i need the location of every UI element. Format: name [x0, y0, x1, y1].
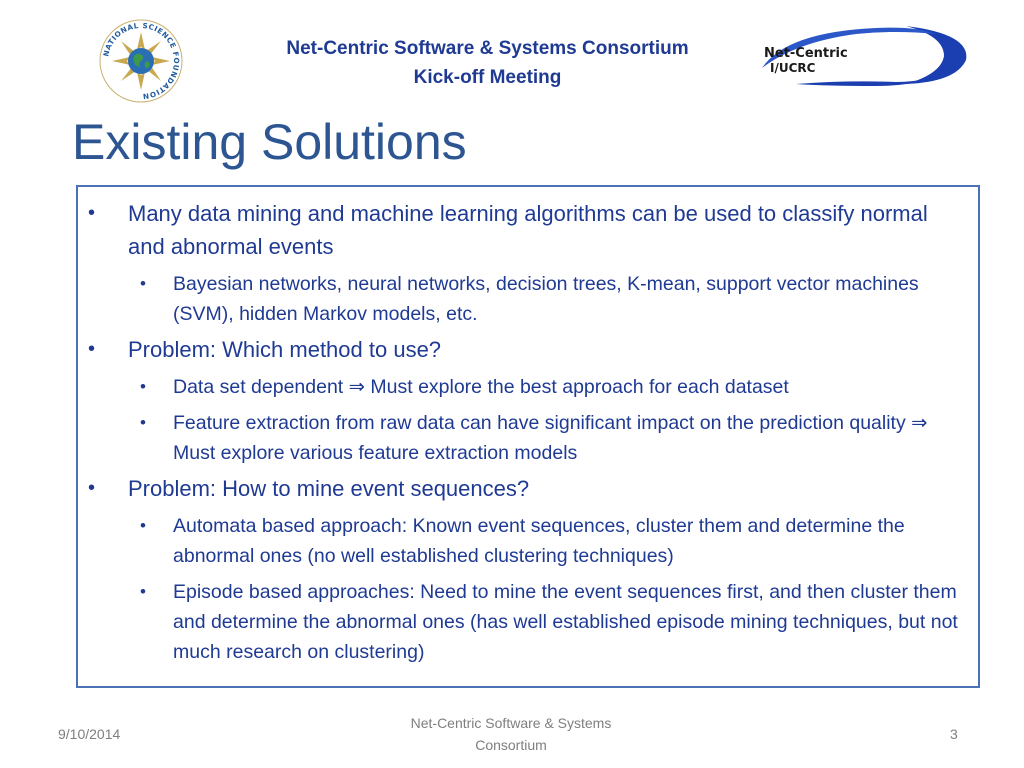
- nc-logo-line1: Net-Centric: [764, 46, 848, 61]
- bullet-text: Problem: Which method to use?: [128, 337, 442, 362]
- sub-bullet-item: [78, 511, 964, 571]
- bullet-icon: •: [88, 477, 96, 499]
- bullet-item: [78, 472, 964, 667]
- slide-title: Existing Solutions: [72, 114, 467, 170]
- sub-bullet-item: [78, 269, 964, 329]
- bullet-item: [78, 333, 964, 468]
- sub-bullet-list: [128, 372, 964, 468]
- bullet-text: Problem: How to mine event sequences?: [128, 476, 530, 501]
- sub-bullet-item: [78, 372, 964, 402]
- bullet-icon: •: [140, 516, 146, 535]
- sub-bullet-text: Bayesian networks, neural networks, decision trees, K-mean, support vector machines (SVM), hidden Markov models, etc.: [173, 273, 919, 325]
- content-box: [76, 185, 980, 688]
- header-title-line1: Net-Centric Software & Systems Consortium: [286, 38, 689, 59]
- bullet-icon: •: [140, 413, 146, 432]
- bullet-icon: •: [140, 377, 146, 396]
- sub-bullet-list: [128, 511, 964, 667]
- bullet-text: Many data mining and machine learning algorithms can be used to classify normal and abnormal events: [128, 201, 928, 259]
- bullet-icon: •: [88, 202, 96, 224]
- header-title: [230, 34, 745, 92]
- footer-center-line1: Net-Centric Software & Systems: [410, 715, 612, 731]
- sub-bullet-list: [128, 269, 964, 329]
- nsf-logo: [98, 18, 184, 104]
- sub-bullet-item: [78, 408, 964, 468]
- bullet-list: [78, 187, 978, 667]
- bullet-icon: •: [140, 274, 146, 293]
- footer-center: [392, 712, 630, 756]
- sub-bullet-text: Episode based approaches: Need to mine the event sequences first, and then cluster them and determine the abnormal ones (has well established episode mining techniques, but not much research on clustering): [173, 581, 958, 663]
- sub-bullet-text: Feature extraction from raw data can have significant impact on the prediction quality ⇒ Must explore various feature extraction models: [173, 412, 928, 464]
- header-title-line2: Kick-off Meeting: [413, 67, 562, 88]
- footer-date: 9/10/2014: [58, 726, 121, 742]
- bullet-icon: •: [140, 582, 146, 601]
- sub-bullet-text: Data set dependent ⇒ Must explore the best approach for each dataset: [173, 376, 789, 398]
- net-centric-logo: [756, 24, 972, 86]
- bullet-icon: •: [88, 338, 96, 360]
- nsf-logo-text: NATIONAL SCIENCE FOUNDATION: [101, 20, 182, 102]
- page-number: 3: [950, 726, 958, 742]
- sub-bullet-item: [78, 577, 964, 667]
- footer-center-line2: Consortium: [475, 737, 547, 753]
- nc-logo-line2: I/UCRC: [770, 61, 816, 75]
- bullet-item: [78, 197, 964, 329]
- sub-bullet-text: Automata based approach: Known event sequences, cluster them and determine the abnormal ones (no well established clustering techniques): [173, 515, 905, 567]
